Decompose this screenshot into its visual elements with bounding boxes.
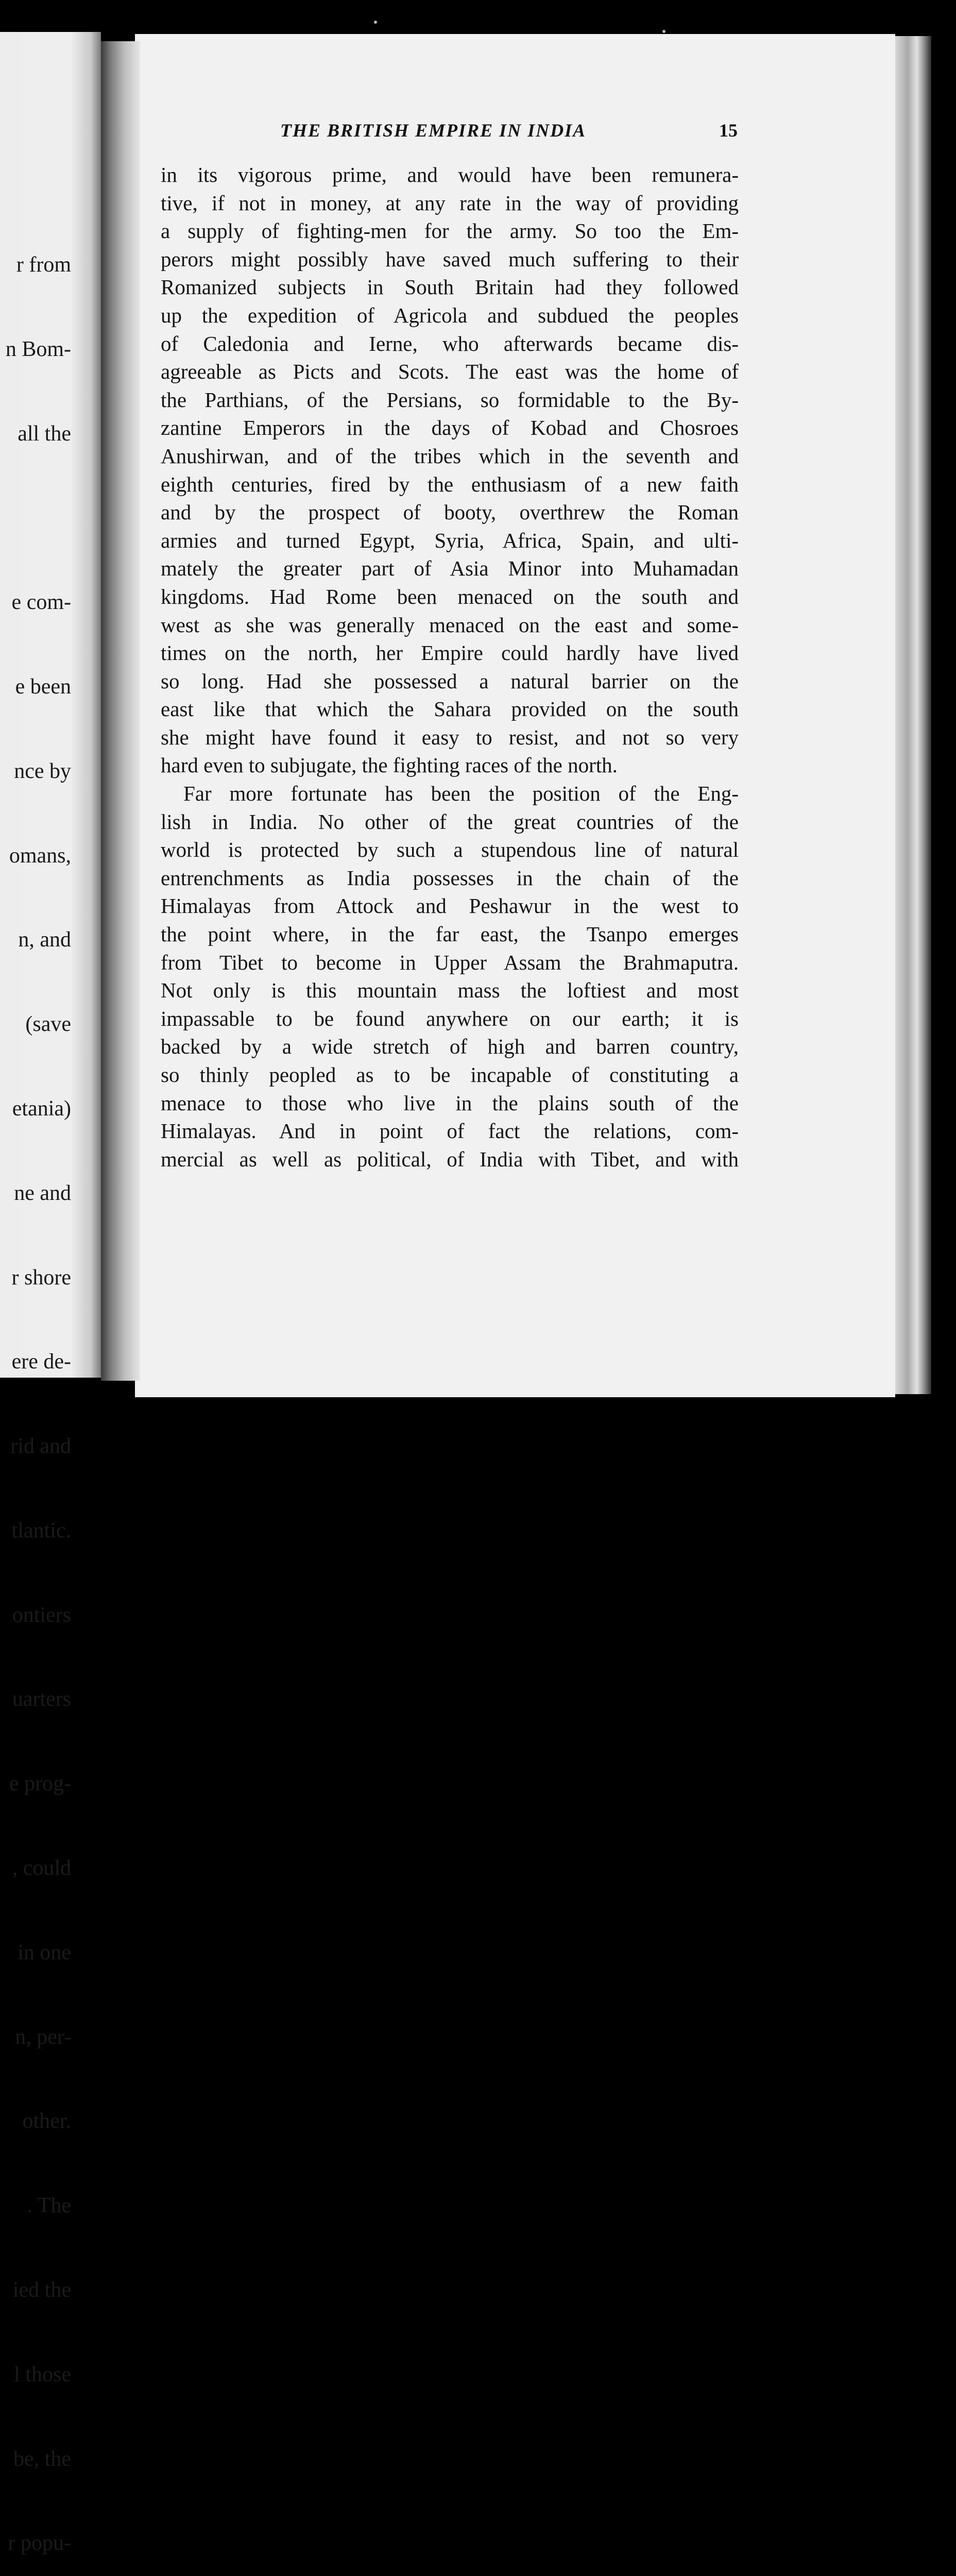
text-line: in its vigorous prime, and would have been remunera- (161, 163, 739, 187)
text-line: armies and turned Egypt, Syria, Africa, Spain, and ulti- (161, 528, 739, 552)
text-line: mately the greater part of Asia Minor into Muhamadan (161, 556, 739, 581)
text-line: up the expedition of Agricola and subdued the peoples (161, 303, 739, 327)
text-line: menace to those who live in the plains south of the (161, 1091, 739, 1115)
paragraph-last-line: hard even to subjugate, the fighting races of the north. (161, 753, 618, 777)
text-line: Himalayas. And in point of fact the relations, com- (161, 1119, 739, 1143)
left-fragment-line: n Bom- (5, 337, 71, 361)
left-fragment-line: (save (25, 1012, 71, 1037)
text-line: impassable to be found anywhere on our earth; it is (161, 1006, 739, 1030)
text-line: backed by a wide stretch of high and barren country, (161, 1035, 739, 1059)
text-line: mercial as well as political, of India with Tibet, and with (161, 1147, 739, 1171)
page-number: 15 (719, 120, 738, 141)
running-header (161, 120, 738, 148)
left-fragment-line: e com- (11, 590, 71, 615)
text-line: west as she was generally menaced on the east and some- (161, 613, 739, 637)
running-title: THE BRITISH EMPIRE IN INDIA (280, 120, 587, 141)
left-page (0, 32, 101, 2555)
left-fragment-line: l those (14, 2362, 71, 2386)
text-line: so thinly peopled as to be incapable of constituting a (161, 1063, 739, 1087)
left-fragment-line: n, and (18, 928, 71, 952)
text-line: times on the north, her Empire could hardly have lived (161, 641, 739, 665)
left-fragment-line: other. (22, 2109, 71, 2133)
left-fragment-line: nce by (14, 759, 71, 783)
text-line: lish in India. No other of the great countries of the (161, 809, 739, 834)
paragraph-first-line: Far more fortunate has been the position of the Eng- (183, 782, 739, 806)
text-line: Not only is this mountain mass the loftiest and most (161, 978, 739, 1003)
text-line: Anushirwan, and of the tribes which in the seventh and (161, 444, 739, 468)
text-line: of Caledonia and Ierne, who afterwards became dis- (161, 331, 739, 355)
left-fragment-line: r popu- (8, 2531, 71, 2555)
text-line: kingdoms. Had Rome been menaced on the south and (161, 584, 739, 608)
left-fragment-line: ontiers (12, 1603, 71, 1627)
left-fragment-line: r shore (11, 1265, 71, 1290)
left-fragment-line: r from (16, 253, 71, 277)
left-page-text-fragments (6, 195, 71, 2576)
left-fragment-line: etania) (12, 1097, 71, 1121)
text-line: Himalayas from Attock and Peshawur in the west to (161, 894, 739, 918)
left-fragment-line: ere de- (11, 1350, 71, 1374)
text-line: she might have found it easy to resist, and not so very (161, 725, 739, 749)
text-line: a supply of fighting-men for the army. So too the Em- (161, 219, 739, 243)
left-fragment-line: e prog- (9, 1772, 71, 1796)
text-line: tive, if not in money, at any rate in the way of providing (161, 191, 739, 215)
text-line: entrenchments as India possesses in the chain of the (161, 866, 739, 890)
left-fragment-line: all the (18, 421, 71, 446)
body-text (161, 161, 739, 1173)
text-line: perors might possibly have saved much suffering to their (161, 247, 739, 271)
text-line: eighth centuries, fired by the enthusiasm of a new faith (161, 472, 739, 496)
text-line: the Parthians, of the Persians, so formidable to the By- (161, 387, 739, 412)
left-fragment-line: omans, (9, 843, 71, 868)
left-fragment-line: uarters (12, 1687, 71, 1711)
left-fragment-line: tlantic. (11, 1518, 71, 1543)
scan-speck (374, 21, 377, 24)
text-line: so long. Had she possessed a natural barrier on the (161, 669, 739, 693)
left-fragment-line: n, per- (15, 2025, 71, 2049)
left-fragment-line: e been (15, 675, 71, 699)
left-fragment-line: , could (12, 1856, 71, 1880)
text-line: agreeable as Picts and Scots. The east was the home of (161, 360, 739, 384)
left-fragment-line: be, the (13, 2447, 71, 2471)
text-line: the point where, in the far east, the Tsanpo emerges (161, 922, 739, 946)
page-edge-shadow (895, 36, 931, 1394)
left-fragment-line (6, 504, 71, 533)
text-line: zantine Emperors in the days of Kobad and Chosroes (161, 416, 739, 440)
left-fragment-line: ne and (14, 1181, 71, 1205)
book-gutter (101, 41, 140, 1381)
left-fragment-line: ied the (12, 2278, 71, 2302)
text-line: Romanized subjects in South Britain had they followed (161, 275, 739, 299)
text-line: and by the prospect of booty, overthrew the Roman (161, 500, 739, 524)
text-line: from Tibet to become in Upper Assam the Brahmaputra. (161, 950, 739, 974)
text-line: world is protected by such a stupendous line of natural (161, 838, 739, 862)
left-fragment-line: . The (27, 2194, 71, 2218)
scan-speck (662, 30, 665, 33)
left-fragment-line: in one (18, 1940, 71, 1964)
left-fragment-line: rid and (10, 1434, 71, 1459)
text-line: east like that which the Sahara provided on the south (161, 697, 739, 721)
